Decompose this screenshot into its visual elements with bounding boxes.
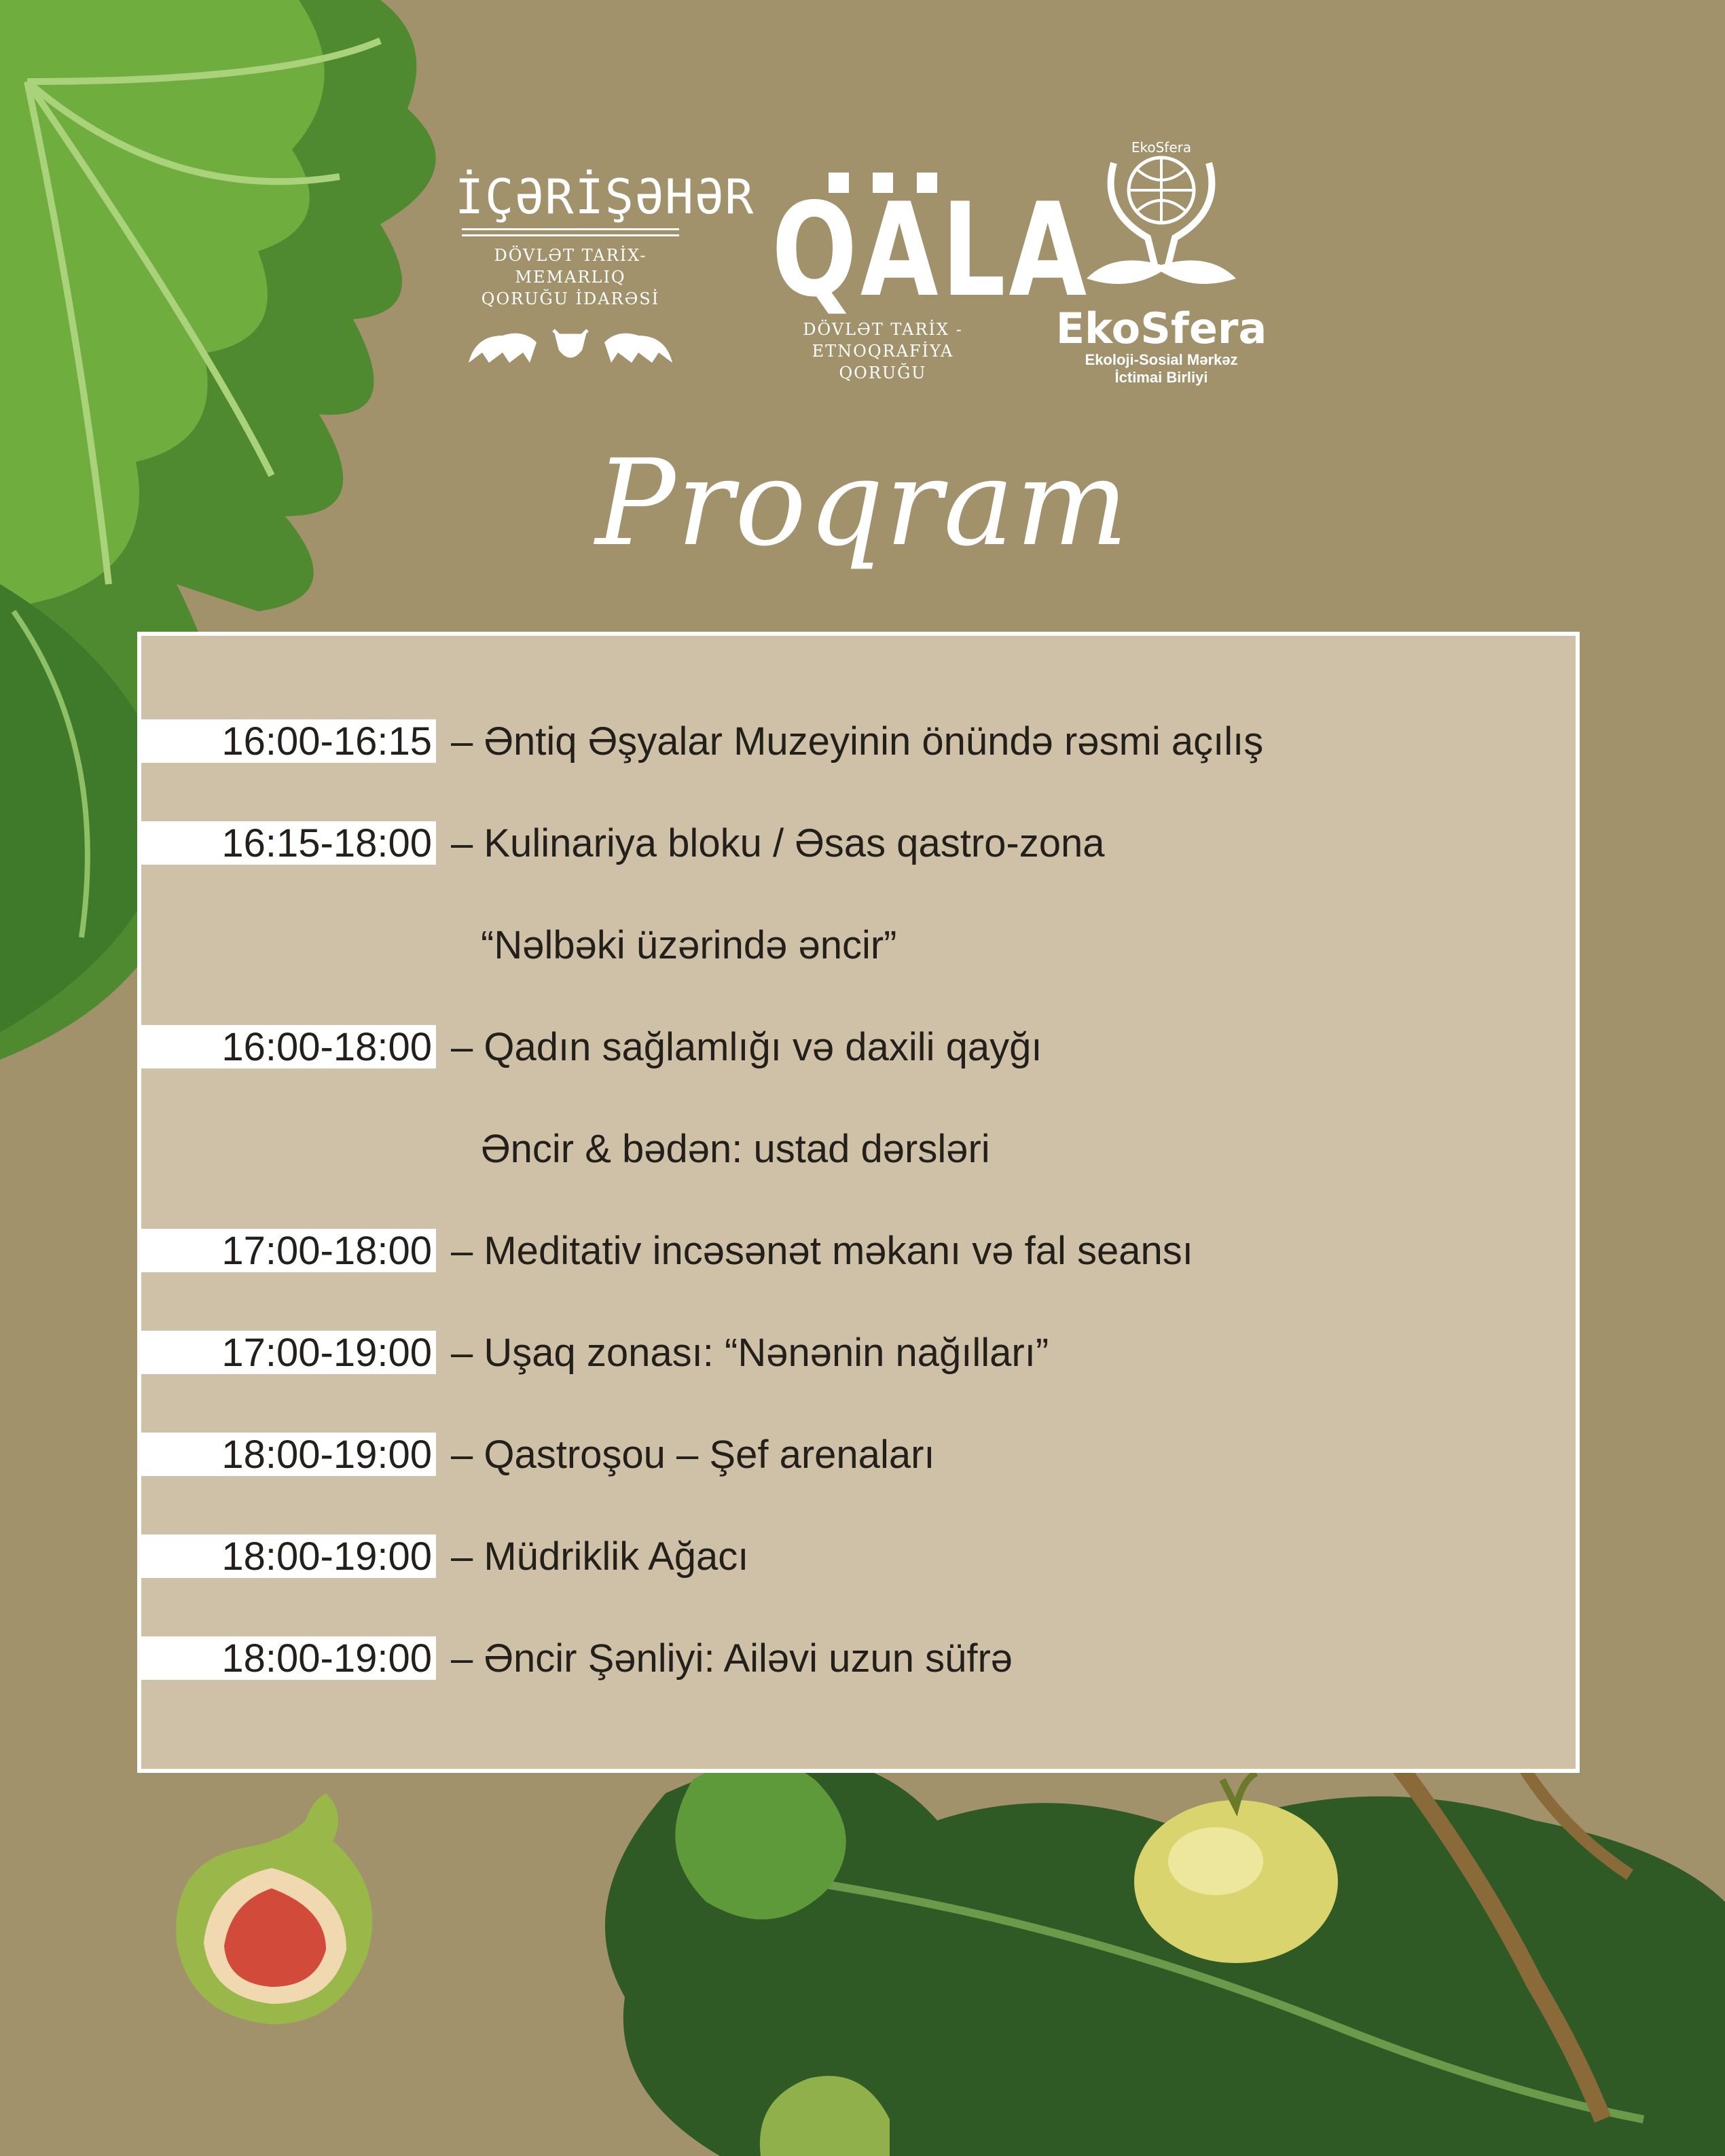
program-desc: – Qadın sağlamlığı və daxili qayğı bbox=[451, 1024, 1042, 1069]
icarisheher-logo-sub1: DÖVLƏT TARİX-MEMARLIQ bbox=[494, 246, 647, 287]
program-item bbox=[141, 812, 1104, 874]
lion-bull-icon bbox=[462, 322, 679, 370]
qala-logo-sub2: QORUĞU bbox=[839, 363, 927, 382]
program-desc-continued: Əncir & bədən: ustad dərsləri bbox=[481, 1126, 990, 1171]
program-desc: – Əntiq Əşyalar Muzeyinin önündə rəsmi açılış bbox=[451, 719, 1264, 763]
program-desc: – Kulinariya bloku / Əsas qastro-zona bbox=[451, 821, 1105, 865]
program-item bbox=[141, 1424, 935, 1485]
program-time: 18:00-19:00 bbox=[141, 1636, 436, 1680]
fig-fruit-small bbox=[747, 2065, 896, 2156]
program-desc: – Müdriklik Ağacı bbox=[451, 1534, 749, 1579]
program-item bbox=[141, 1322, 1049, 1383]
fig-fruit-whole bbox=[1121, 1766, 1351, 1970]
program-panel bbox=[137, 632, 1580, 1773]
fig-fruit-halved bbox=[170, 1793, 387, 2031]
program-item bbox=[141, 711, 1263, 772]
partner-logos bbox=[0, 129, 1725, 401]
hands-globe-icon bbox=[1073, 136, 1250, 306]
qala-logo-title: QALA bbox=[771, 175, 1090, 325]
ekosfera-logo bbox=[1046, 136, 1277, 387]
program-desc: – Meditativ incəsənət məkanı və fal seansı bbox=[451, 1228, 1193, 1273]
program-time: 16:15-18:00 bbox=[141, 821, 436, 865]
program-desc: – Uşaq zonası: “Nənənin nağılları” bbox=[451, 1330, 1049, 1375]
page-title: Proqram bbox=[595, 435, 1130, 573]
icarisheher-logo-sub2: QORUĞU İDARƏSİ bbox=[481, 289, 660, 308]
program-time: 18:00-19:00 bbox=[141, 1534, 436, 1578]
program-desc: – Əncir Şənliyi: Ailəvi uzun süfrə bbox=[451, 1636, 1013, 1681]
program-item bbox=[141, 1526, 748, 1587]
ekosfera-logo-title: EkoSfera bbox=[1055, 304, 1267, 353]
ekosfera-badge: EkoSfera bbox=[1131, 139, 1192, 156]
program-desc: – Qastroşou – Şef arenaları bbox=[451, 1432, 935, 1477]
qala-logo-sub1: DÖVLƏT TARİX -ETNOQRAFİYA bbox=[803, 320, 963, 361]
program-item bbox=[141, 1628, 1013, 1689]
program-time: 16:00-16:15 bbox=[141, 719, 436, 763]
icarisheher-logo bbox=[455, 169, 755, 373]
program-time: 16:00-18:00 bbox=[141, 1025, 436, 1068]
ekosfera-logo-sub1: Ekoloji-Sosial Mərkəz bbox=[1085, 351, 1238, 368]
program-time: 17:00-18:00 bbox=[141, 1229, 436, 1272]
program-item bbox=[141, 1220, 1193, 1281]
program-item bbox=[141, 1016, 1042, 1077]
program-time: 17:00-19:00 bbox=[141, 1331, 436, 1374]
icarisheher-logo-divider bbox=[462, 228, 679, 236]
program-time: 18:00-19:00 bbox=[141, 1433, 436, 1476]
icarisheher-logo-title: İÇƏRİŞƏHƏR bbox=[455, 169, 755, 225]
ekosfera-logo-sub2: İctimai Birliyi bbox=[1114, 369, 1208, 386]
qala-logo bbox=[740, 170, 1090, 384]
program-desc-continued: “Nəlbəki üzərində əncir” bbox=[481, 922, 897, 967]
